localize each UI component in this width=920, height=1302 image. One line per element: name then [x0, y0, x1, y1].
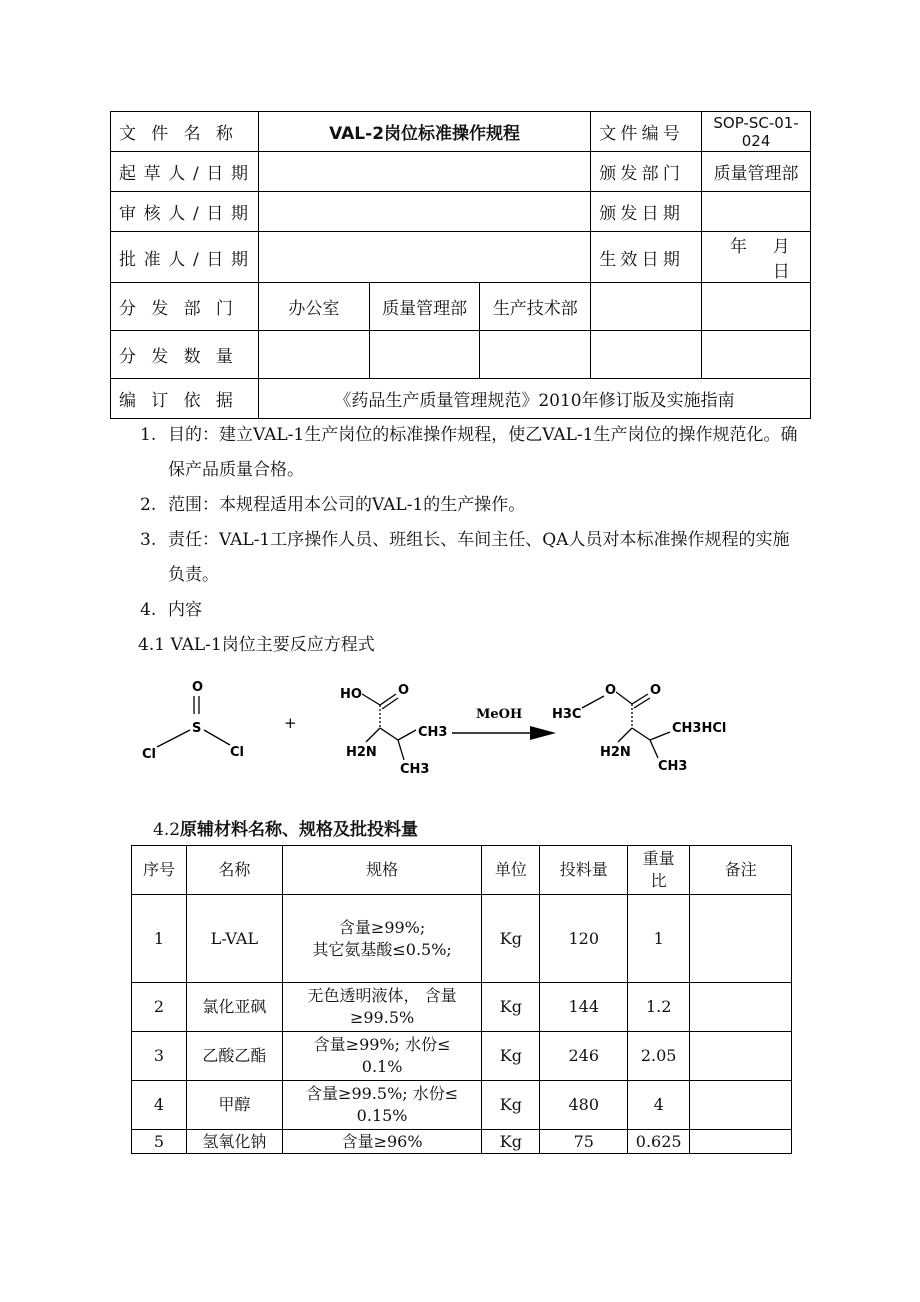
cell-name: 氢氧化钠	[186, 1130, 282, 1154]
section-number: 1.	[140, 425, 157, 445]
approver-label: 批准人/日期	[111, 232, 259, 283]
doc-name-label: 文件名称	[111, 112, 259, 152]
bond	[204, 730, 230, 745]
spec-line: 含量≥99%;	[338, 917, 426, 937]
cell-ratio: 0.625	[628, 1130, 690, 1154]
cell-qty: 480	[540, 1081, 628, 1130]
cell-name: L-VAL	[186, 895, 282, 983]
column-header: 序号	[132, 846, 187, 895]
column-header: 重量比	[628, 846, 690, 895]
section-scope	[140, 488, 800, 523]
bond	[632, 694, 648, 704]
cell-no: 3	[132, 1032, 187, 1081]
bond	[582, 696, 604, 708]
bond	[616, 692, 632, 704]
subsection-number: 4.2	[153, 820, 181, 840]
section-number: 2.	[140, 495, 157, 515]
cell-ratio: 1.2	[628, 983, 690, 1032]
cell-note	[690, 1081, 792, 1130]
table-row	[132, 1081, 792, 1130]
cell-no: 5	[132, 1130, 187, 1154]
bond	[650, 740, 658, 758]
cell-spec	[282, 983, 482, 1032]
cell-name: 乙酸乙酯	[186, 1032, 282, 1081]
cell-note	[690, 895, 792, 983]
bond	[650, 732, 670, 740]
section-number: 4.	[140, 600, 157, 620]
arrowhead-icon	[530, 726, 556, 740]
cell-ratio: 1	[628, 895, 690, 983]
section-text: 责任：VAL-1工序操作人员、班组长、车间主任、QA人员对本标准操作规程的实施负责。	[168, 530, 790, 585]
distribution-qty-5	[702, 331, 811, 379]
document-header-table	[110, 111, 811, 419]
reaction-scheme	[130, 670, 790, 790]
atom-o-ester: O	[605, 683, 617, 698]
cell-ratio: 2.05	[628, 1032, 690, 1081]
bond	[632, 728, 650, 740]
atom-h3c: H3C	[552, 707, 582, 722]
bond	[382, 698, 398, 709]
table-header-row	[132, 846, 792, 895]
basis-label: 编订依据	[111, 379, 259, 419]
reaction-arrow	[452, 707, 556, 740]
cell-spec	[282, 895, 482, 983]
cell-qty: 120	[540, 895, 628, 983]
table-row	[132, 983, 792, 1032]
distribution-qty-1	[258, 331, 369, 379]
subsection-reaction-title: 4.1 VAL-1岗位主要反应方程式	[138, 635, 375, 655]
cell-unit: Kg	[482, 1081, 540, 1130]
cell-spec	[282, 1032, 482, 1081]
bond	[380, 728, 398, 740]
atom-ch3-a: CH3	[418, 725, 448, 740]
reviewer-label: 审核人/日期	[111, 192, 259, 232]
cell-spec	[282, 1081, 482, 1130]
doc-name-value: VAL-2岗位标准操作规程	[258, 112, 590, 152]
cell-spec	[282, 1130, 482, 1154]
plus-sign: +	[284, 714, 297, 732]
atom-nh2: H2N	[346, 745, 377, 760]
cell-unit: Kg	[482, 1130, 540, 1154]
drafter-value	[258, 152, 590, 192]
basis-value: 《药品生产质量管理规范》2010年修订版及实施指南	[258, 379, 810, 419]
table-row	[132, 1130, 792, 1154]
spec-line: 0.15%	[356, 1106, 408, 1125]
section-content	[140, 593, 800, 628]
cell-name: 氯化亚砜	[186, 983, 282, 1032]
spec-line: 含量≥99%; 水份≤	[313, 1035, 451, 1054]
atom-cl-right: Cl	[230, 745, 244, 760]
bond	[618, 728, 632, 742]
atom-ch3-b: CH3	[400, 762, 430, 777]
atom-ch3-b: CH3	[658, 759, 688, 774]
section-responsibility	[140, 523, 800, 593]
column-header: 投料量	[540, 846, 628, 895]
doc-no-label: 文件编号	[591, 112, 702, 152]
section-text: 目的：建立VAL-1生产岗位的标准操作规程，使乙VAL-1生产岗位的操作规范化。确保产品质量合格。	[168, 425, 798, 480]
materials-table	[131, 845, 792, 1154]
distribution-dept-1: 办公室	[258, 283, 369, 331]
subsection-materials-title	[153, 815, 418, 840]
cell-unit: Kg	[482, 895, 540, 983]
bond	[362, 694, 380, 705]
issue-date-value	[702, 192, 811, 232]
atom-s: S	[192, 721, 202, 736]
bond	[634, 698, 650, 708]
subsection-title: 原辅材料名称、规格及批投料量	[180, 820, 419, 840]
effective-date-label: 生效日期	[591, 232, 702, 283]
spec-line: 无色透明液体， 含量	[307, 986, 457, 1005]
section-text: 内容	[168, 600, 202, 620]
bond	[380, 694, 396, 705]
distribution-dept-3: 生产技术部	[480, 283, 591, 331]
cell-name: 甲醇	[186, 1081, 282, 1130]
drafter-label: 起草人/日期	[111, 152, 259, 192]
cell-no: 2	[132, 983, 187, 1032]
cell-ratio: 4	[628, 1081, 690, 1130]
spec-line: 含量≥99.5%; 水份≤	[306, 1084, 459, 1103]
distribution-qty-3	[480, 331, 591, 379]
column-header: 规格	[282, 846, 482, 895]
section-text: 范围：本规程适用本公司的VAL-1的生产操作。	[168, 495, 526, 515]
table-row	[132, 1032, 792, 1081]
reviewer-value	[258, 192, 590, 232]
atom-o: O	[192, 680, 204, 695]
cell-note	[690, 983, 792, 1032]
section-number: 3.	[140, 530, 157, 550]
sop-body	[140, 418, 800, 663]
table-row	[132, 895, 792, 983]
spec-line: ≥99.5%	[349, 1008, 415, 1027]
valine-methyl-ester-hcl-structure	[552, 683, 726, 774]
cell-note	[690, 1130, 792, 1154]
column-header: 单位	[482, 846, 540, 895]
effective-date-value: 年 月 日	[702, 232, 811, 283]
distribution-dept-label: 分发部门	[111, 283, 259, 331]
bond	[398, 730, 416, 740]
column-header: 备注	[690, 846, 792, 895]
distribution-dept-5	[702, 283, 811, 331]
issue-dept-value: 质量管理部	[702, 152, 811, 192]
atom-cl-left: Cl	[142, 747, 156, 762]
atom-o: O	[398, 683, 410, 698]
bond	[398, 740, 404, 760]
distribution-dept-4	[591, 283, 702, 331]
valine-structure	[340, 683, 447, 777]
issue-dept-label: 颁发部门	[591, 152, 702, 192]
spec-line: 其它氨基酸≤0.5%;	[312, 939, 452, 959]
arrow-label: MeOH	[476, 707, 523, 722]
atom-o-carbonyl: O	[650, 683, 662, 698]
cell-unit: Kg	[482, 1032, 540, 1081]
distribution-qty-2	[369, 331, 480, 379]
issue-date-label: 颁发日期	[591, 192, 702, 232]
cell-unit: Kg	[482, 983, 540, 1032]
atom-ch3-hcl: CH3HCl	[672, 721, 727, 736]
cell-no: 1	[132, 895, 187, 983]
cell-no: 4	[132, 1081, 187, 1130]
approver-value	[258, 232, 590, 283]
thionyl-chloride-structure	[142, 680, 244, 762]
distribution-dept-2: 质量管理部	[369, 283, 480, 331]
atom-hoc: HO	[340, 687, 362, 702]
cell-qty: 75	[540, 1130, 628, 1154]
cell-qty: 246	[540, 1032, 628, 1081]
spec-line: 含量≥96%	[341, 1131, 423, 1151]
distribution-qty-label: 分发数量	[111, 331, 259, 379]
spec-line: 0.1%	[361, 1057, 403, 1076]
distribution-qty-4	[591, 331, 702, 379]
bond	[157, 730, 190, 747]
cell-note	[690, 1032, 792, 1081]
cell-qty: 144	[540, 983, 628, 1032]
section-purpose	[140, 418, 800, 488]
bond	[366, 728, 380, 742]
doc-no-value: SOP-SC-01-024	[702, 112, 811, 152]
column-header: 名称	[186, 846, 282, 895]
atom-nh2: H2N	[600, 745, 631, 760]
